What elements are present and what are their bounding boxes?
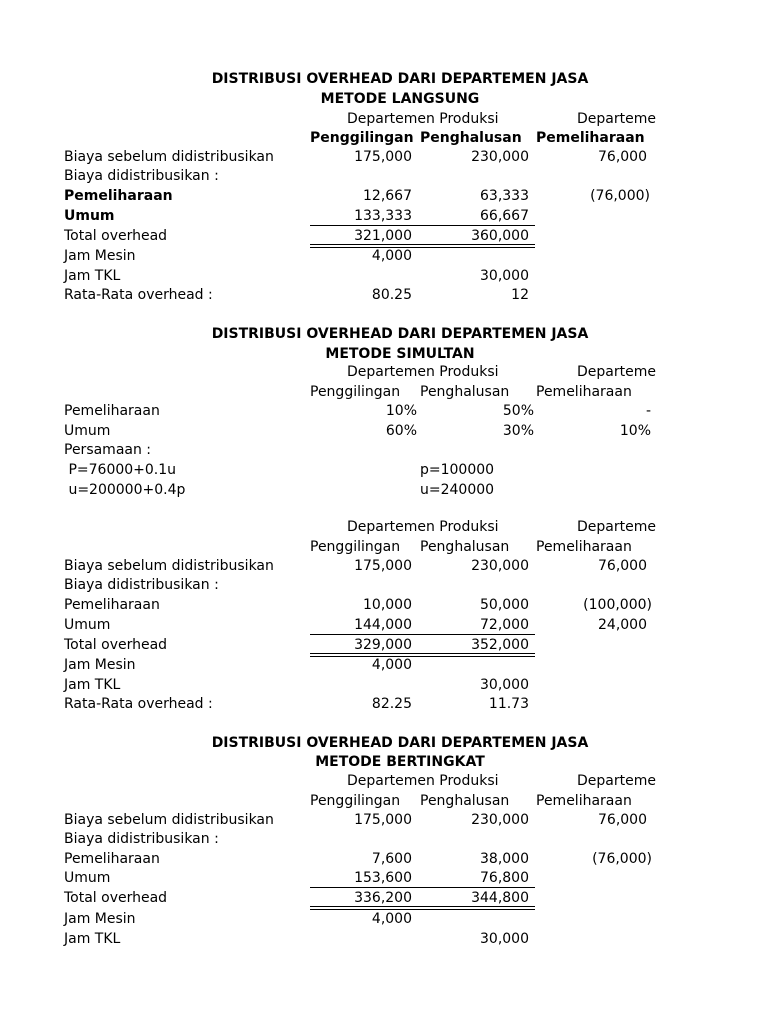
cell-penggilingan: 336,200 — [354, 890, 412, 906]
bertingkat-group-jasa: Departeme — [577, 773, 656, 789]
cell-penggilingan: 321,000 — [354, 228, 412, 244]
cell-penggilingan: 175,000 — [354, 558, 412, 574]
cell-penghalusan: 72,000 — [480, 617, 529, 633]
cell-penggilingan: 144,000 — [354, 617, 412, 633]
cell-penggilingan: 82.25 — [371, 696, 412, 712]
cell-penghalusan: 344,800 — [471, 890, 529, 906]
simultan-group-produksi-2: Departemen Produksi — [347, 519, 499, 535]
cell-penggilingan: 4,000 — [371, 911, 412, 927]
langsung-group-jasa: Departeme — [577, 111, 656, 127]
result-2: u=240000 — [420, 482, 495, 498]
cell-penghalusan: 38,000 — [480, 851, 529, 867]
row-label: Jam Mesin — [64, 911, 136, 927]
cell-penghalusan: 30,000 — [480, 931, 529, 947]
langsung-subtitle: METODE LANGSUNG — [320, 91, 480, 107]
row-label: Umum — [64, 423, 111, 439]
cell-penghalusan: 50% — [502, 403, 534, 419]
persamaan-label: Persamaan : — [64, 442, 152, 458]
cell-penghalusan: 50,000 — [480, 597, 529, 613]
cell-penggilingan: 12,667 — [363, 188, 412, 204]
bertingkat-subtitle: METODE BERTINGKAT — [315, 754, 485, 770]
cell-penghalusan: 30,000 — [480, 268, 529, 284]
row-label: Pemeliharaan — [64, 597, 160, 613]
cell-penghalusan: 30% — [502, 423, 534, 439]
cell-pemeliharaan: (76,000) — [590, 188, 650, 204]
equation-1: P=76000+0.1u — [64, 462, 177, 478]
langsung-col-penggilingan: Penggilingan — [310, 130, 414, 146]
bertingkat-title: DISTRIBUSI OVERHEAD DARI DEPARTEMEN JASA — [211, 735, 589, 751]
cell-pemeliharaan: (100,000) — [583, 597, 652, 613]
simultan-col-pemeliharaan: Pemeliharaan — [536, 384, 632, 400]
row-label: Total overhead — [64, 890, 168, 906]
row-label: Pemeliharaan — [64, 188, 173, 204]
simultan-col-penghalusan-2: Penghalusan — [420, 539, 510, 555]
row-label: Umum — [64, 870, 111, 886]
langsung-col-penghalusan: Penghalusan — [420, 130, 522, 146]
langsung-col-pemeliharaan: Pemeliharaan — [536, 130, 645, 146]
cell-pemeliharaan: 10% — [619, 423, 651, 439]
cell-penghalusan: 66,667 — [480, 208, 529, 224]
row-label: Biaya sebelum didistribusikan — [64, 558, 274, 574]
row-label: Umum — [64, 617, 111, 633]
cell-penggilingan: 60% — [385, 423, 417, 439]
bertingkat-col-pemeliharaan: Pemeliharaan — [536, 793, 632, 809]
simultan-col-pemeliharaan-2: Pemeliharaan — [536, 539, 632, 555]
bertingkat-col-penghalusan: Penghalusan — [420, 793, 510, 809]
cell-penghalusan: 352,000 — [471, 637, 529, 653]
single-underline — [310, 225, 535, 226]
cell-pemeliharaan: 76,000 — [598, 812, 647, 828]
cell-pemeliharaan: 24,000 — [598, 617, 647, 633]
simultan-group-produksi: Departemen Produksi — [347, 364, 499, 380]
cell-penggilingan: 7,600 — [371, 851, 412, 867]
row-label: Rata-Rata overhead : — [64, 696, 213, 712]
cell-penghalusan: 63,333 — [480, 188, 529, 204]
row-label: Jam Mesin — [64, 248, 136, 264]
cell-pemeliharaan: 76,000 — [598, 149, 647, 165]
cell-penggilingan: 175,000 — [354, 149, 412, 165]
cell-pemeliharaan: - — [645, 403, 651, 419]
cell-penggilingan: 10,000 — [363, 597, 412, 613]
simultan-subtitle: METODE SIMULTAN — [325, 346, 475, 362]
simultan-col-penghalusan: Penghalusan — [420, 384, 510, 400]
cell-penggilingan: 4,000 — [371, 657, 412, 673]
bertingkat-col-penggilingan: Penggilingan — [310, 793, 401, 809]
simultan-col-penggilingan: Penggilingan — [310, 384, 401, 400]
simultan-title: DISTRIBUSI OVERHEAD DARI DEPARTEMEN JASA — [211, 326, 589, 342]
row-label: Biaya didistribusikan : — [64, 577, 219, 593]
row-label: Biaya didistribusikan : — [64, 168, 219, 184]
result-1: p=100000 — [420, 462, 495, 478]
equation-2: u=200000+0.4p — [64, 482, 186, 498]
single-underline — [310, 887, 535, 888]
row-label: Pemeliharaan — [64, 403, 160, 419]
cell-penggilingan: 175,000 — [354, 812, 412, 828]
row-label: Biaya sebelum didistribusikan — [64, 149, 274, 165]
cell-pemeliharaan: (76,000) — [592, 851, 652, 867]
simultan-group-jasa: Departeme — [577, 364, 656, 380]
row-label: Pemeliharaan — [64, 851, 160, 867]
cell-penghalusan: 30,000 — [480, 677, 529, 693]
simultan-group-jasa-2: Departeme — [577, 519, 656, 535]
langsung-title: DISTRIBUSI OVERHEAD DARI DEPARTEMEN JASA — [211, 71, 589, 87]
langsung-group-produksi: Departemen Produksi — [347, 111, 499, 127]
row-label: Biaya didistribusikan : — [64, 831, 219, 847]
cell-penghalusan: 360,000 — [471, 228, 529, 244]
row-label: Total overhead — [64, 228, 168, 244]
row-label: Biaya sebelum didistribusikan — [64, 812, 274, 828]
cell-penggilingan: 10% — [385, 403, 417, 419]
cell-penggilingan: 80.25 — [371, 287, 412, 303]
cell-penghalusan: 230,000 — [471, 558, 529, 574]
cell-penghalusan: 76,800 — [480, 870, 529, 886]
row-label: Jam TKL — [64, 677, 121, 693]
row-label: Jam TKL — [64, 268, 121, 284]
row-label: Jam Mesin — [64, 657, 136, 673]
bertingkat-group-produksi: Departemen Produksi — [347, 773, 499, 789]
cell-penghalusan: 230,000 — [471, 149, 529, 165]
simultan-col-penggilingan-2: Penggilingan — [310, 539, 401, 555]
cell-penghalusan: 12 — [511, 287, 529, 303]
row-label: Total overhead — [64, 637, 168, 653]
cell-penghalusan: 230,000 — [471, 812, 529, 828]
cell-penghalusan: 11.73 — [488, 696, 529, 712]
cell-penggilingan: 153,600 — [354, 870, 412, 886]
row-label: Rata-Rata overhead : — [64, 287, 213, 303]
row-label: Jam TKL — [64, 931, 121, 947]
row-label: Umum — [64, 208, 115, 224]
cell-penggilingan: 329,000 — [354, 637, 412, 653]
single-underline — [310, 634, 535, 635]
cell-penggilingan: 4,000 — [371, 248, 412, 264]
cell-pemeliharaan: 76,000 — [598, 558, 647, 574]
cell-penggilingan: 133,333 — [354, 208, 412, 224]
